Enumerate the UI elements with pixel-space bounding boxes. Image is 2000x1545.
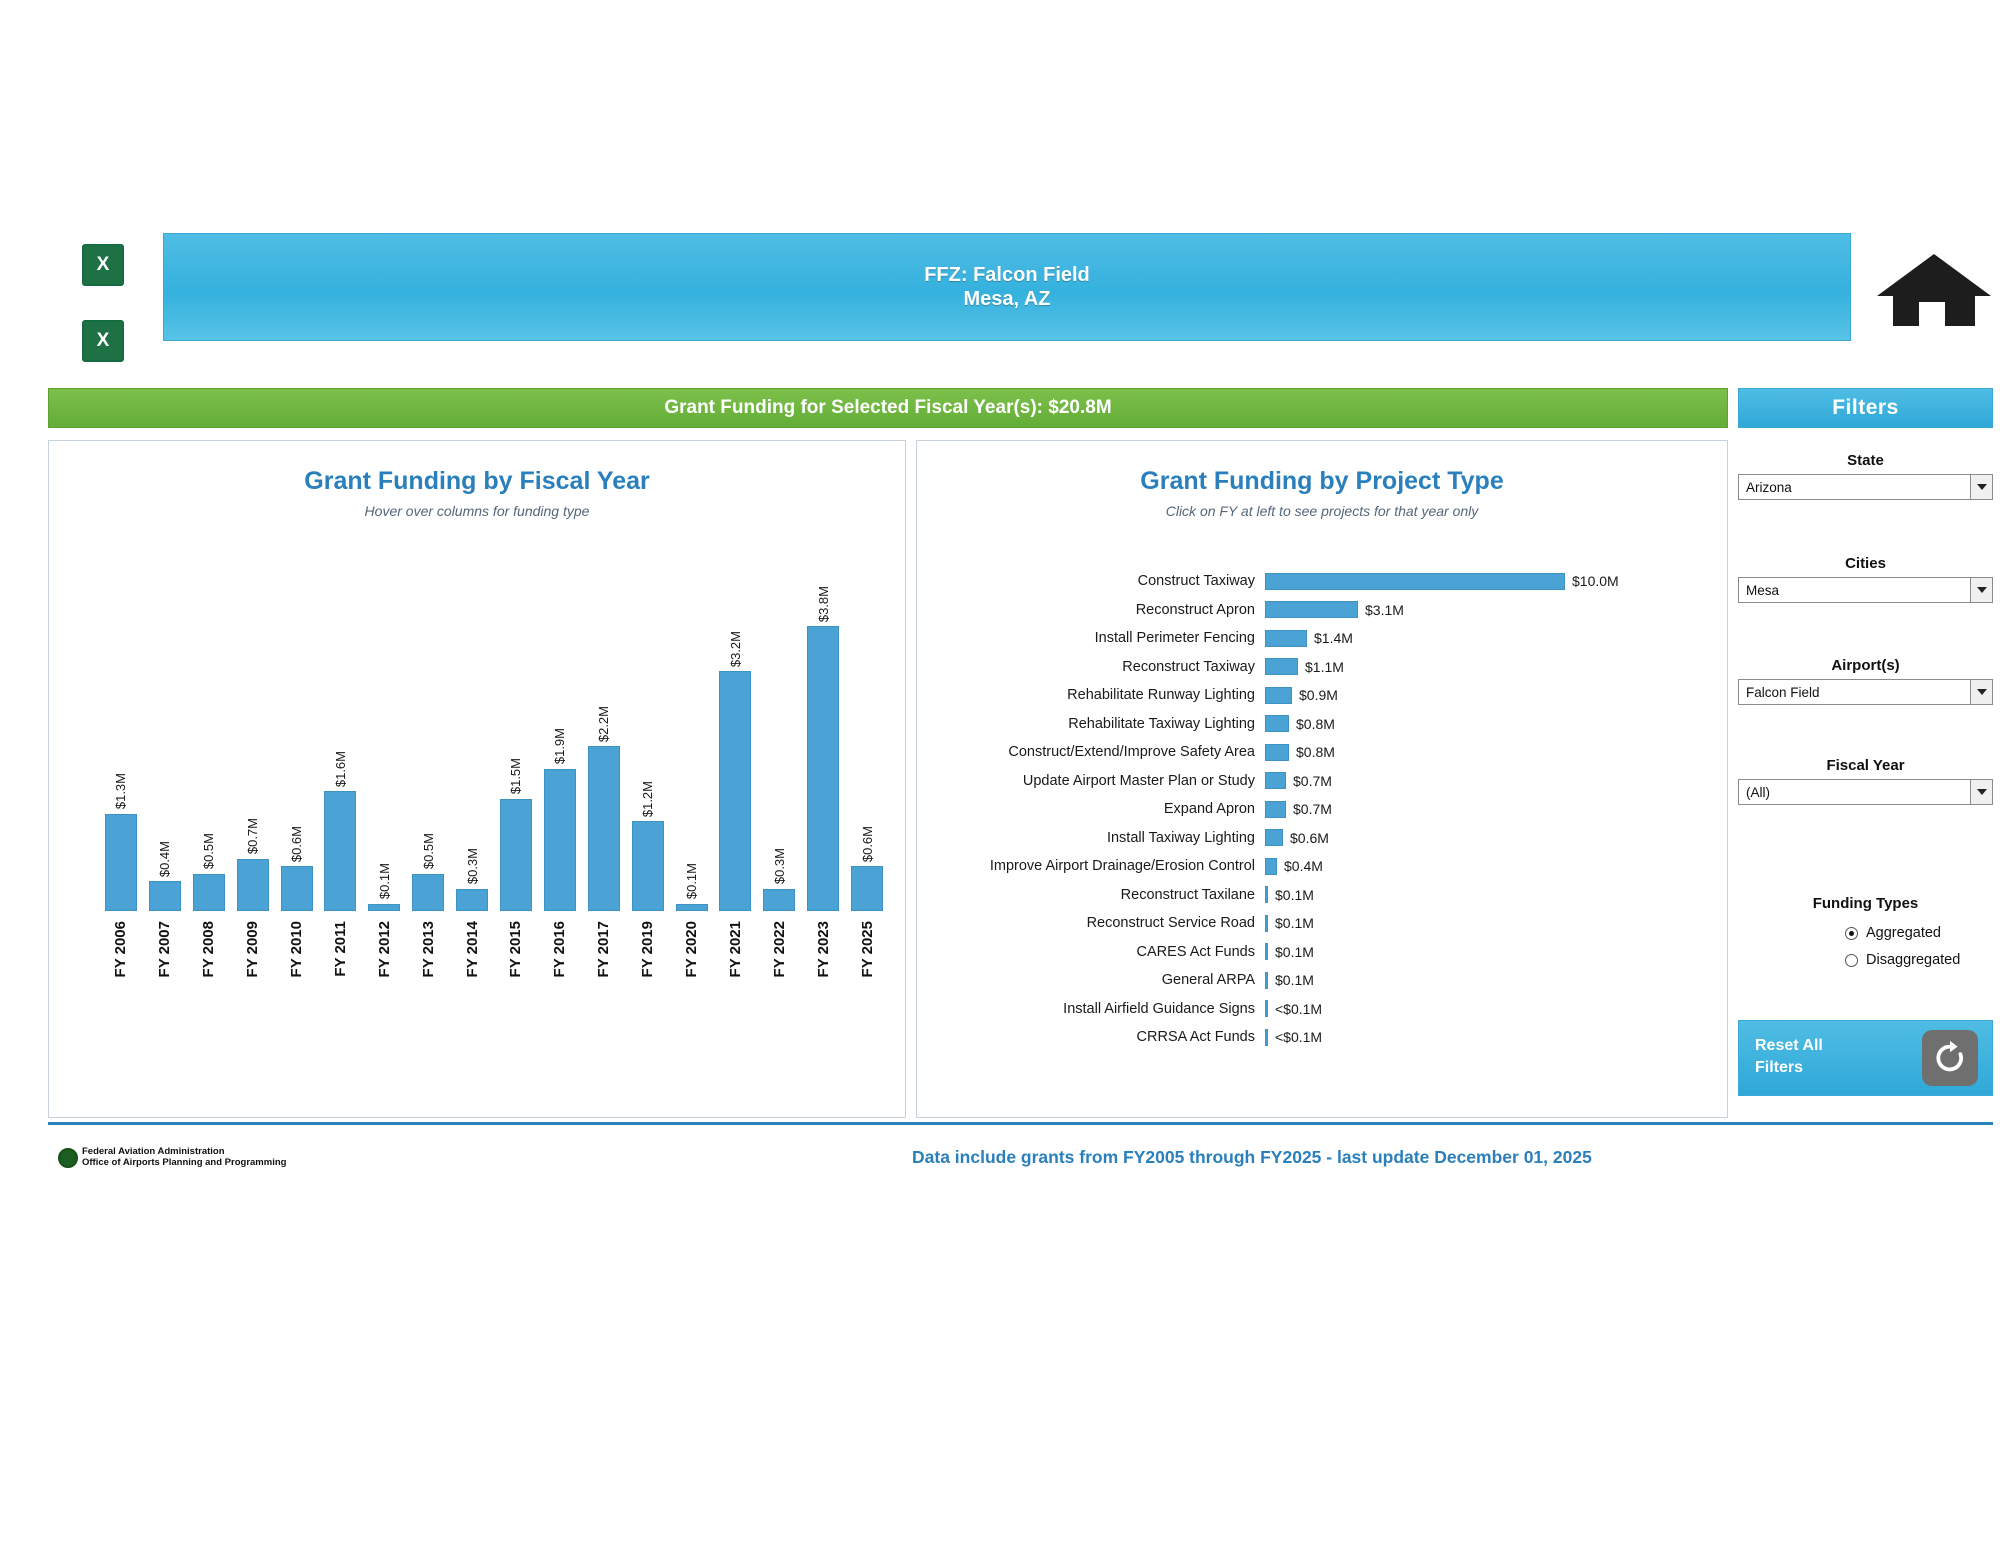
fy-column-value: $2.2M <box>596 705 612 742</box>
pt-bar-value: $0.1M <box>1275 915 1314 932</box>
pt-bar-value: $0.7M <box>1293 772 1332 789</box>
pt-row-track <box>1265 938 1711 967</box>
fy-bar[interactable] <box>324 791 356 911</box>
filter-state-label: State <box>1847 452 1884 469</box>
fy-column-value: $0.3M <box>771 848 787 885</box>
fy-column-value: $0.4M <box>157 840 173 877</box>
pt-bar-value: $1.4M <box>1314 630 1353 647</box>
fy-chart <box>99 571 889 1061</box>
state-select[interactable] <box>1738 474 1993 500</box>
fy-column[interactable] <box>494 571 538 911</box>
fy-column-value: $1.6M <box>332 750 348 787</box>
pt-bar[interactable] <box>1265 601 1358 618</box>
pt-bar[interactable] <box>1265 573 1565 590</box>
pt-bar[interactable] <box>1265 687 1292 704</box>
footer-divider <box>48 1122 1993 1125</box>
pt-bar[interactable] <box>1265 1029 1268 1046</box>
pt-row[interactable] <box>935 624 1711 653</box>
fy-column[interactable] <box>318 571 362 911</box>
fy-axis-label[interactable] <box>670 915 714 1061</box>
pt-row-track <box>1265 596 1711 625</box>
pt-row-label: Install Perimeter Fencing <box>1094 630 1255 647</box>
pt-row-label: Reconstruct Service Road <box>1086 915 1255 932</box>
pt-row-track <box>1265 881 1711 910</box>
fy-column-value: $0.1M <box>684 863 700 900</box>
fy-axis-label[interactable] <box>626 915 670 1061</box>
fy-column[interactable] <box>362 571 406 911</box>
filter-fiscal-year <box>1738 757 1993 805</box>
fy-column[interactable] <box>450 571 494 911</box>
fy-column-value: $0.7M <box>245 818 261 855</box>
pt-row-label: Install Taxiway Lighting <box>1106 829 1255 846</box>
pt-bar-value: $1.1M <box>1305 658 1344 675</box>
fy-column[interactable] <box>845 571 889 911</box>
pt-bar-value: $0.8M <box>1296 715 1335 732</box>
fy-bar[interactable] <box>851 866 883 911</box>
pt-bar-value: <$0.1M <box>1275 1029 1323 1046</box>
fy-column[interactable] <box>187 571 231 911</box>
fy-axis-label-text: FY 2006 <box>112 921 130 978</box>
fy-column[interactable] <box>626 571 670 911</box>
fy-column-value: $0.5M <box>201 833 217 870</box>
pt-row-track <box>1265 1023 1711 1052</box>
home-icon[interactable] <box>1875 250 1993 330</box>
pt-row[interactable] <box>935 1023 1711 1052</box>
pt-bar[interactable] <box>1265 1000 1268 1017</box>
fy-column[interactable] <box>275 571 319 911</box>
excel-export-icon[interactable] <box>82 244 124 286</box>
fy-axis-label[interactable] <box>231 915 275 1061</box>
fy-column[interactable] <box>582 571 626 911</box>
faa-seal-icon <box>58 1148 78 1168</box>
fy-axis-label-text: FY 2012 <box>375 921 393 978</box>
pt-bar-value: $0.7M <box>1293 801 1332 818</box>
excel-export-icon[interactable] <box>82 320 124 362</box>
fy-axis-label-text: FY 2016 <box>551 921 569 978</box>
pt-row-track <box>1265 710 1711 739</box>
fy-axis-label[interactable] <box>582 915 626 1061</box>
fy-bar[interactable] <box>500 799 532 912</box>
fy-column-value: $3.2M <box>727 630 743 667</box>
pt-row-label: Rehabilitate Taxiway Lighting <box>1068 715 1255 732</box>
filter-cities <box>1738 555 1993 603</box>
fy-column-value: $1.9M <box>552 728 568 765</box>
fy-column[interactable] <box>713 571 757 911</box>
fy-axis-labels <box>99 915 889 1061</box>
fy-axis-label[interactable] <box>362 915 406 1061</box>
pt-row-track <box>1265 653 1711 682</box>
fy-axis-label-text: FY 2009 <box>244 921 262 978</box>
fy-axis-label-text: FY 2008 <box>200 921 218 978</box>
pt-row-label: Expand Apron <box>1163 801 1255 818</box>
pt-row-track <box>1265 795 1711 824</box>
pt-row-label: Install Airfield Guidance Signs <box>1063 1000 1255 1017</box>
pt-row-track <box>1265 909 1711 938</box>
pt-bar-value: $3.1M <box>1365 601 1404 618</box>
pt-bar[interactable] <box>1265 630 1307 647</box>
fy-column[interactable] <box>538 571 582 911</box>
pt-bar-value: $0.6M <box>1290 829 1329 846</box>
fy-column-value: $1.3M <box>113 773 129 810</box>
pt-row[interactable] <box>935 710 1711 739</box>
fy-column[interactable] <box>670 571 714 911</box>
pt-row-label: Reconstruct Taxiway <box>1122 658 1255 675</box>
pt-bar[interactable] <box>1265 772 1286 789</box>
funding-types-label: Funding Types <box>1812 895 1919 912</box>
pt-row-label: Improve Airport Drainage/Erosion Control <box>989 858 1255 875</box>
fy-axis-label-text: FY 2013 <box>419 921 437 978</box>
funding-type-disaggregated-label: Disaggregated <box>1866 952 1961 968</box>
pt-bar-value: $0.4M <box>1284 858 1323 875</box>
state-select-value: Arizona <box>1746 479 1792 495</box>
pt-bar-value: $10.0M <box>1572 573 1619 590</box>
fy-axis-label-text: FY 2021 <box>726 921 744 978</box>
fy-bar[interactable] <box>588 746 620 911</box>
pt-row-track <box>1265 852 1711 881</box>
fy-axis-label[interactable] <box>318 915 362 1061</box>
pt-row-label: Reconstruct Apron <box>1135 601 1255 618</box>
fy-axis-label[interactable] <box>99 915 143 1061</box>
radio-icon[interactable] <box>1845 954 1858 967</box>
pt-row-track <box>1265 567 1711 596</box>
fy-axis-label-text: FY 2015 <box>507 921 525 978</box>
reset-all-filters-button[interactable] <box>1738 1020 1993 1096</box>
pt-row-label: CRRSA Act Funds <box>1136 1029 1255 1046</box>
fy-axis-label[interactable] <box>187 915 231 1061</box>
pt-row[interactable] <box>935 767 1711 796</box>
summary-bar: Grant Funding for Selected Fiscal Year(s): $20.8M <box>48 388 1728 428</box>
reset-line2: Filters <box>1755 1059 1804 1076</box>
cities-select-value: Mesa <box>1746 582 1780 598</box>
pt-row-label: Construct Taxiway <box>1137 573 1255 590</box>
fy-bar[interactable] <box>368 904 400 912</box>
fy-axis-label-text: FY 2022 <box>770 921 788 978</box>
pt-bar[interactable] <box>1265 915 1268 932</box>
refresh-icon[interactable] <box>1922 1030 1978 1086</box>
pt-bar-value: $0.1M <box>1275 943 1314 960</box>
pt-row-track <box>1265 681 1711 710</box>
pt-bar[interactable] <box>1265 886 1268 903</box>
pt-bar-value: $0.1M <box>1275 972 1314 989</box>
pt-row[interactable] <box>935 909 1711 938</box>
filter-cities-label: Cities <box>1845 555 1886 572</box>
fy-column-value: $3.8M <box>815 585 831 622</box>
pt-row[interactable] <box>935 881 1711 910</box>
pt-row-track <box>1265 995 1711 1024</box>
fy-axis-label[interactable] <box>494 915 538 1061</box>
airport-title-line1: FFZ: Falcon Field <box>924 264 1090 286</box>
fy-axis-label-text: FY 2011 <box>331 921 349 977</box>
fy-axis-label-text: FY 2023 <box>814 921 832 978</box>
pt-row-label: CARES Act Funds <box>1136 943 1255 960</box>
fy-axis-label[interactable] <box>406 915 450 1061</box>
fy-bar[interactable] <box>807 626 839 911</box>
pt-bar-value: $0.8M <box>1296 744 1335 761</box>
filters-heading: Filters <box>1738 388 1993 428</box>
fy-bar[interactable] <box>281 866 313 911</box>
fy-bar[interactable] <box>763 889 795 912</box>
pt-row[interactable] <box>935 681 1711 710</box>
fy-column[interactable] <box>99 571 143 911</box>
filter-state <box>1738 452 1993 500</box>
pt-row-track <box>1265 767 1711 796</box>
fy-column-value: $0.6M <box>289 825 304 862</box>
pt-bar[interactable] <box>1265 943 1268 960</box>
fy-column[interactable] <box>231 571 275 911</box>
fy-bar[interactable] <box>412 874 444 912</box>
pt-row[interactable] <box>935 795 1711 824</box>
funding-type-aggregated-label: Aggregated <box>1866 925 1941 941</box>
pt-chart <box>935 567 1711 1087</box>
pt-bar-value: $0.9M <box>1299 687 1338 704</box>
fy-axis-label[interactable] <box>713 915 757 1061</box>
radio-icon[interactable] <box>1845 927 1858 940</box>
fy-chart-subtitle: Hover over columns for funding type <box>364 503 590 519</box>
pt-bar[interactable] <box>1265 801 1286 818</box>
agency-text <box>82 1146 286 1168</box>
fy-axis-label[interactable] <box>450 915 494 1061</box>
fy-bar[interactable] <box>456 889 488 912</box>
pt-bar[interactable] <box>1265 715 1289 732</box>
header-band <box>163 233 1851 341</box>
project-type-chart-panel <box>916 440 1728 1118</box>
pt-row-label: Reconstruct Taxilane <box>1120 886 1255 903</box>
fy-axis-label-text: FY 2010 <box>288 921 305 978</box>
fiscal-year-select-value: (All) <box>1746 784 1770 800</box>
chevron-down-icon[interactable] <box>1970 578 1992 602</box>
pt-row[interactable] <box>935 938 1711 967</box>
page-title <box>164 263 1850 311</box>
fy-axis-label-text: FY 2017 <box>595 921 613 978</box>
fy-axis-label-text: FY 2025 <box>858 921 876 978</box>
pt-bar-value: $0.1M <box>1275 886 1314 903</box>
fy-column[interactable] <box>801 571 845 911</box>
fiscal-year-chart-panel <box>48 440 906 1118</box>
pt-row[interactable] <box>935 596 1711 625</box>
pt-row-label: Rehabilitate Runway Lighting <box>1067 687 1255 704</box>
fiscal-year-select[interactable] <box>1738 779 1993 805</box>
fy-axis-label[interactable] <box>845 915 889 1061</box>
pt-row-label: Update Airport Master Plan or Study <box>1022 772 1255 789</box>
chevron-down-icon[interactable] <box>1970 475 1992 499</box>
agency-line1: Federal Aviation Administration <box>82 1146 225 1157</box>
chevron-down-icon[interactable] <box>1970 780 1992 804</box>
pt-bar[interactable] <box>1265 658 1298 675</box>
filter-airports <box>1738 657 1993 705</box>
fy-bar[interactable] <box>105 814 137 912</box>
fy-column[interactable] <box>143 571 187 911</box>
fy-column-value: $0.6M <box>859 825 875 862</box>
fy-axis-label-text: FY 2007 <box>156 921 174 978</box>
fy-axis-label-text: FY 2014 <box>463 921 481 978</box>
funding-type-disaggregated-option[interactable] <box>1845 952 1960 968</box>
filter-airports-label: Airport(s) <box>1831 657 1900 674</box>
pt-bar[interactable] <box>1265 829 1283 846</box>
pt-bar[interactable] <box>1265 744 1289 761</box>
cities-select[interactable] <box>1738 577 1993 603</box>
fy-bar[interactable] <box>544 769 576 912</box>
data-update-note: Data include grants from FY2005 through FY2025 - last update December 01, 2025 <box>912 1147 1592 1167</box>
fy-column[interactable] <box>757 571 801 911</box>
pt-row-track <box>1265 624 1711 653</box>
fy-axis-label-text: FY 2019 <box>639 921 657 978</box>
fy-column-value: $0.5M <box>420 833 436 870</box>
fy-bar[interactable] <box>237 859 269 912</box>
chevron-down-icon[interactable] <box>1970 680 1992 704</box>
pt-bar[interactable] <box>1265 972 1268 989</box>
fy-bar[interactable] <box>193 874 225 912</box>
pt-bar[interactable] <box>1265 858 1277 875</box>
fy-axis-label[interactable] <box>538 915 582 1061</box>
airport-title-line2: Mesa, AZ <box>963 288 1051 310</box>
pt-row[interactable] <box>935 824 1711 853</box>
fy-column-value: $1.2M <box>640 780 656 817</box>
fy-column-value: $1.5M <box>508 758 524 795</box>
filter-fiscal-year-label: Fiscal Year <box>1826 757 1905 774</box>
fy-axis-label[interactable] <box>275 915 319 1061</box>
reset-line1: Reset All <box>1755 1037 1823 1054</box>
pt-row[interactable] <box>935 995 1711 1024</box>
fy-bar[interactable] <box>719 671 751 911</box>
pt-row-label: Construct/Extend/Improve Safety Area <box>1008 744 1255 761</box>
pt-row-track <box>1265 966 1711 995</box>
airports-select-value: Falcon Field <box>1746 684 1820 700</box>
airports-select[interactable] <box>1738 679 1993 705</box>
fy-chart-title: Grant Funding by Fiscal Year <box>304 467 650 495</box>
fy-axis-label-text: FY 2020 <box>683 921 701 978</box>
agency-line2: Office of Airports Planning and Programming <box>82 1157 287 1168</box>
pt-row[interactable] <box>935 852 1711 881</box>
reset-button-text <box>1755 1035 1875 1079</box>
pt-row-label: General ARPA <box>1161 972 1255 989</box>
pt-row-track <box>1265 738 1711 767</box>
fy-bar[interactable] <box>632 821 664 911</box>
pt-row-track <box>1265 824 1711 853</box>
fy-axis-label[interactable] <box>143 915 187 1061</box>
fy-column-value: $0.1M <box>376 863 392 900</box>
pt-row[interactable] <box>935 567 1711 596</box>
pt-chart-title: Grant Funding by Project Type <box>1140 467 1504 495</box>
pt-row[interactable] <box>935 738 1711 767</box>
pt-row[interactable] <box>935 653 1711 682</box>
pt-row[interactable] <box>935 966 1711 995</box>
funding-type-aggregated-option[interactable] <box>1845 925 1941 941</box>
pt-bar-value: <$0.1M <box>1275 1000 1323 1017</box>
fy-bar[interactable] <box>149 881 181 911</box>
fy-axis-label[interactable] <box>801 915 845 1061</box>
fy-axis-label[interactable] <box>757 915 801 1061</box>
fy-columns <box>99 571 889 911</box>
fy-bar[interactable] <box>676 904 708 912</box>
fy-column[interactable] <box>406 571 450 911</box>
pt-chart-subtitle: Click on FY at left to see projects for that year only <box>1165 503 1479 519</box>
fy-column-value: $0.3M <box>464 848 480 885</box>
